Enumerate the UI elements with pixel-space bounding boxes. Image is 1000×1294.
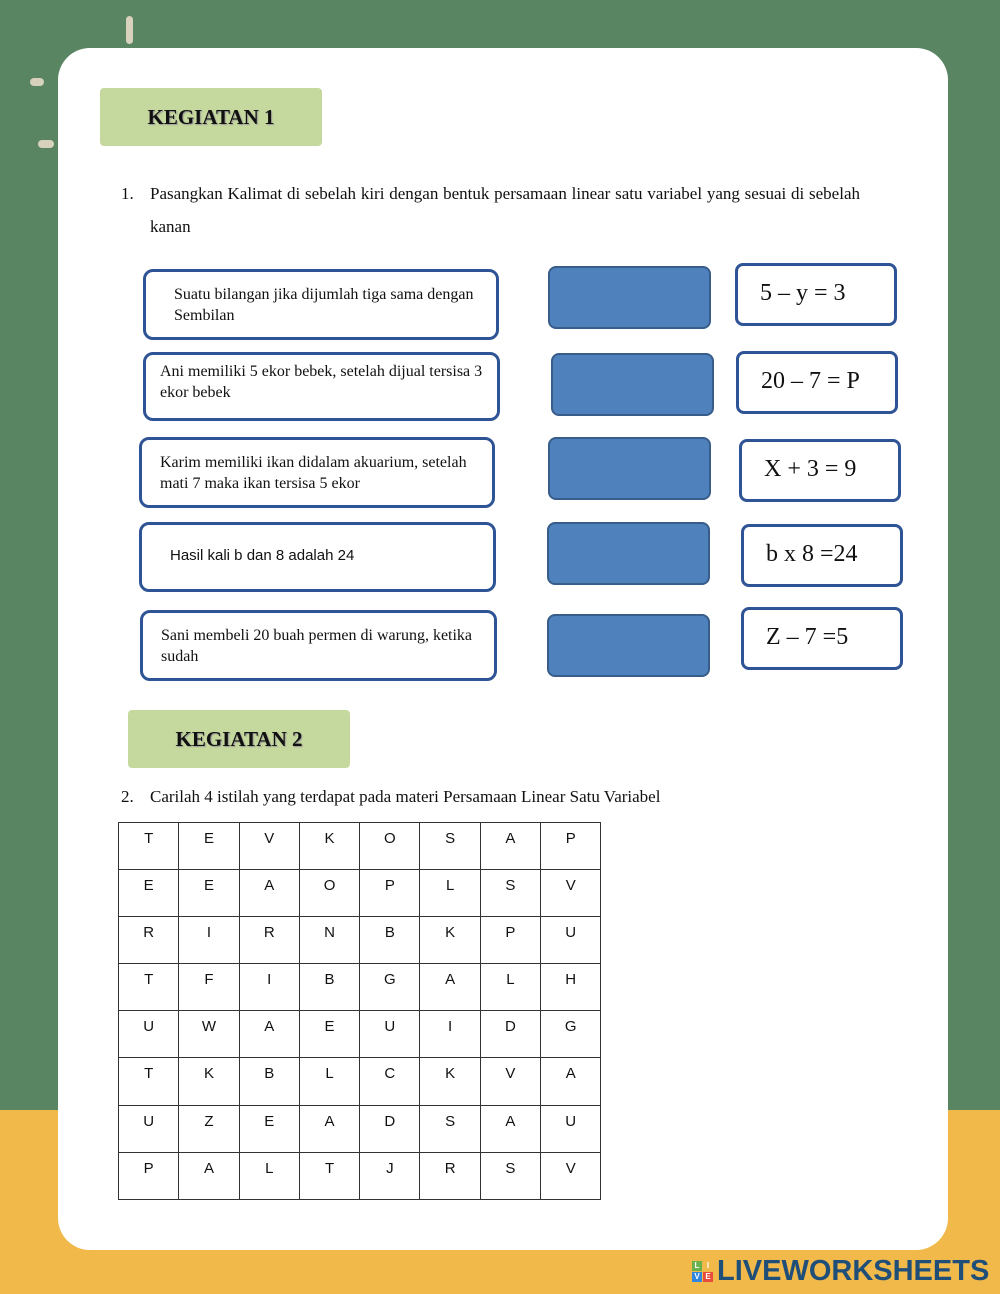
grid-row bbox=[119, 1152, 601, 1199]
grid-cell[interactable]: A bbox=[480, 1105, 540, 1152]
grid-cell[interactable]: K bbox=[420, 1058, 480, 1105]
logo-text: LIVEWORKSHEETS bbox=[717, 1255, 990, 1287]
grid-cell[interactable]: R bbox=[420, 1152, 480, 1199]
grid-cell[interactable]: R bbox=[239, 917, 299, 964]
grid-cell[interactable]: V bbox=[541, 870, 601, 917]
equation-5[interactable]: Z – 7 =5 bbox=[741, 607, 903, 670]
grid-cell[interactable]: K bbox=[179, 1058, 239, 1105]
answer-drop-box-3[interactable] bbox=[548, 437, 711, 500]
grid-cell[interactable]: E bbox=[179, 823, 239, 870]
grid-cell[interactable]: L bbox=[420, 870, 480, 917]
question-1-text: Pasangkan Kalimat di sebelah kiri dengan bentuk persamaan linear satu variabel yang sesuai di sebelah kanan bbox=[150, 184, 860, 236]
liveworksheets-logo bbox=[692, 1255, 989, 1288]
grid-cell[interactable]: G bbox=[541, 1011, 601, 1058]
grid-cell[interactable]: I bbox=[420, 1011, 480, 1058]
grid-cell[interactable]: A bbox=[480, 823, 540, 870]
grid-row bbox=[119, 823, 601, 870]
grid-cell[interactable]: T bbox=[299, 1152, 359, 1199]
grid-cell[interactable]: A bbox=[299, 1105, 359, 1152]
decoration bbox=[126, 16, 133, 44]
answer-drop-box-1[interactable] bbox=[548, 266, 711, 329]
logo-mark-icon: L I V E bbox=[692, 1261, 713, 1282]
equation-2[interactable]: 20 – 7 = P bbox=[736, 351, 898, 414]
grid-cell[interactable]: P bbox=[480, 917, 540, 964]
grid-cell[interactable]: E bbox=[299, 1011, 359, 1058]
grid-row bbox=[119, 870, 601, 917]
grid-cell[interactable]: S bbox=[420, 1105, 480, 1152]
grid-cell[interactable]: I bbox=[179, 917, 239, 964]
grid-cell[interactable]: K bbox=[299, 823, 359, 870]
answer-drop-box-5[interactable] bbox=[547, 614, 710, 677]
grid-cell[interactable]: S bbox=[420, 823, 480, 870]
grid-cell[interactable]: U bbox=[119, 1011, 179, 1058]
grid-row bbox=[119, 1105, 601, 1152]
grid-cell[interactable]: B bbox=[299, 964, 359, 1011]
grid-cell[interactable]: L bbox=[299, 1058, 359, 1105]
grid-cell[interactable]: N bbox=[299, 917, 359, 964]
grid-cell[interactable]: C bbox=[360, 1058, 420, 1105]
grid-cell[interactable]: A bbox=[179, 1152, 239, 1199]
grid-cell[interactable]: P bbox=[360, 870, 420, 917]
grid-cell[interactable]: V bbox=[480, 1058, 540, 1105]
equation-3[interactable]: X + 3 = 9 bbox=[739, 439, 901, 502]
grid-cell[interactable]: L bbox=[239, 1152, 299, 1199]
grid-cell[interactable]: G bbox=[360, 964, 420, 1011]
grid-row bbox=[119, 917, 601, 964]
statement-1: Suatu bilangan jika dijumlah tiga sama dengan Sembilan bbox=[143, 269, 499, 340]
question-2-text: Carilah 4 istilah yang terdapat pada materi Persamaan Linear Satu Variabel bbox=[150, 787, 661, 806]
equation-1[interactable]: 5 – y = 3 bbox=[735, 263, 897, 326]
grid-cell[interactable]: P bbox=[119, 1152, 179, 1199]
grid-cell[interactable]: O bbox=[299, 870, 359, 917]
grid-cell[interactable]: F bbox=[179, 964, 239, 1011]
grid-cell[interactable]: I bbox=[239, 964, 299, 1011]
statement-4: Hasil kali b dan 8 adalah 24 bbox=[139, 522, 496, 592]
grid-cell[interactable]: A bbox=[239, 870, 299, 917]
grid-cell[interactable]: P bbox=[541, 823, 601, 870]
grid-cell[interactable]: A bbox=[541, 1058, 601, 1105]
grid-row bbox=[119, 1058, 601, 1105]
grid-cell[interactable]: D bbox=[360, 1105, 420, 1152]
grid-cell[interactable]: L bbox=[480, 964, 540, 1011]
grid-cell[interactable]: J bbox=[360, 1152, 420, 1199]
grid-cell[interactable]: H bbox=[541, 964, 601, 1011]
answer-drop-box-4[interactable] bbox=[547, 522, 710, 585]
statement-3: Karim memiliki ikan didalam akuarium, setelah mati 7 maka ikan tersisa 5 ekor bbox=[139, 437, 495, 508]
statement-5: Sani membeli 20 buah permen di warung, ketika sudah bbox=[140, 610, 497, 681]
grid-cell[interactable]: A bbox=[239, 1011, 299, 1058]
grid-cell[interactable]: U bbox=[541, 1105, 601, 1152]
answer-drop-box-2[interactable] bbox=[551, 353, 714, 416]
grid-cell[interactable]: B bbox=[360, 917, 420, 964]
grid-cell[interactable]: B bbox=[239, 1058, 299, 1105]
grid-cell[interactable]: S bbox=[480, 870, 540, 917]
grid-cell[interactable]: E bbox=[119, 870, 179, 917]
grid-row bbox=[119, 1011, 601, 1058]
grid-cell[interactable]: T bbox=[119, 823, 179, 870]
word-search-grid bbox=[118, 822, 601, 1200]
grid-cell[interactable]: S bbox=[480, 1152, 540, 1199]
grid-cell[interactable]: V bbox=[239, 823, 299, 870]
grid-cell[interactable]: Z bbox=[179, 1105, 239, 1152]
question-2-number: 2. bbox=[121, 787, 134, 806]
grid-cell[interactable]: A bbox=[420, 964, 480, 1011]
grid-cell[interactable]: E bbox=[239, 1105, 299, 1152]
statement-2: Ani memiliki 5 ekor bebek, setelah dijual tersisa 3 ekor bebek bbox=[143, 352, 500, 421]
grid-cell[interactable]: U bbox=[541, 917, 601, 964]
grid-cell[interactable]: U bbox=[360, 1011, 420, 1058]
grid-cell[interactable]: U bbox=[119, 1105, 179, 1152]
grid-cell[interactable]: O bbox=[360, 823, 420, 870]
grid-cell[interactable]: W bbox=[179, 1011, 239, 1058]
decoration bbox=[38, 140, 54, 148]
grid-row bbox=[119, 964, 601, 1011]
kegiatan-2-banner: KEGIATAN 2 bbox=[128, 710, 350, 768]
grid-cell[interactable]: T bbox=[119, 1058, 179, 1105]
question-1-number: 1. bbox=[121, 184, 134, 203]
grid-cell[interactable]: D bbox=[480, 1011, 540, 1058]
kegiatan-1-banner: KEGIATAN 1 bbox=[100, 88, 322, 146]
equation-4[interactable]: b x 8 =24 bbox=[741, 524, 903, 587]
grid-cell[interactable]: K bbox=[420, 917, 480, 964]
grid-cell[interactable]: E bbox=[179, 870, 239, 917]
decoration bbox=[30, 78, 44, 86]
grid-cell[interactable]: R bbox=[119, 917, 179, 964]
grid-cell[interactable]: V bbox=[541, 1152, 601, 1199]
grid-cell[interactable]: T bbox=[119, 964, 179, 1011]
